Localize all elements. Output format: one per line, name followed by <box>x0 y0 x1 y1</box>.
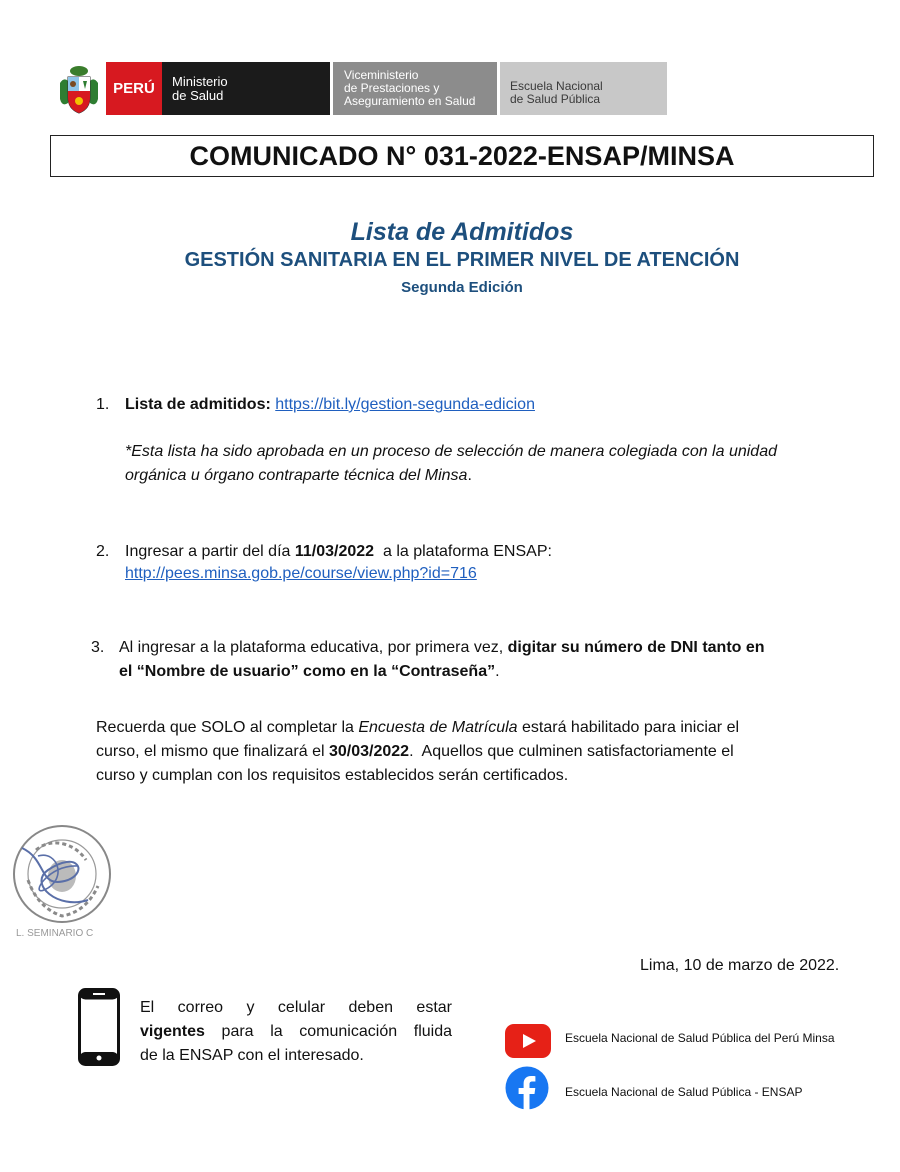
item1-label: Lista de admitidos: <box>125 396 271 413</box>
recuerda-line2-date: 30/03/2022 <box>328 743 410 760</box>
edicion-subtitle: Segunda Edición <box>401 279 523 296</box>
coat-of-arms-icon <box>56 63 102 115</box>
recuerda-paragraph <box>96 716 856 788</box>
item3-bold-a: digitar su número de DNI tanto en <box>507 639 765 656</box>
ministerio-line2: de Salud <box>172 87 224 103</box>
item2-date: 11/03/2022 <box>294 543 375 560</box>
recuerda-line3: curso y cumplan con los requisitos establecidos serán certificados. <box>96 767 569 784</box>
facebook-icon[interactable] <box>505 1066 549 1110</box>
item3-text-a: Al ingresar a la plataforma educativa, por primera vez, <box>119 639 508 656</box>
recuerda-line1-em: Encuesta de Matrícula <box>358 719 518 736</box>
ministerio-line1: Ministerio <box>172 73 228 89</box>
vice-line3: Aseguramiento en Salud <box>344 94 476 108</box>
peru-logo <box>106 62 162 115</box>
peru-label: PERÚ <box>113 80 155 97</box>
item3-number: 3. <box>91 639 105 656</box>
item2-number: 2. <box>96 543 110 560</box>
admitidos-link[interactable]: https://bit.ly/gestion-segunda-edicion <box>275 396 535 413</box>
item1-note-line1: *Esta lista ha sido aprobada en un proceso de selección de manera colegiada con la unidad <box>125 443 777 460</box>
youtube-channel[interactable]: Escuela Nacional de Salud Pública del Perú Minsa <box>565 1031 835 1045</box>
viceministerio-logo <box>333 62 497 115</box>
item1 <box>125 393 535 417</box>
lista-title: Lista de Admitidos <box>350 218 574 246</box>
contacto-line2-bold: vigentes <box>140 1023 205 1040</box>
phone-icon <box>78 988 120 1066</box>
gestion-title: GESTIÓN SANITARIA EN EL PRIMER NIVEL DE ATENCIÓN <box>184 249 740 271</box>
vice-line1: Viceministerio <box>344 68 419 82</box>
item2-text-b: a la plataforma ENSAP: <box>374 543 552 560</box>
fecha-lugar: Lima, 10 de marzo de 2022. <box>640 957 840 974</box>
ministerio-logo <box>162 62 330 115</box>
escuela-logo <box>500 62 667 115</box>
contacto-line1: El correo y celular deben estar <box>140 999 452 1016</box>
item1-note <box>125 440 885 488</box>
contacto-line3: de la ENSAP con el interesado. <box>140 1047 364 1064</box>
item3-bold-b: el “Nombre de usuario” como en la “Contraseña” <box>119 663 496 680</box>
seal-stamp-icon <box>8 820 116 942</box>
recuerda-line2-b: . Aquellos que culminen satisfactoriamente el <box>409 743 734 760</box>
contacto-paragraph <box>140 996 452 1068</box>
item1-note-end: . <box>467 467 472 484</box>
item1-note-line2: orgánica u órgano contraparte técnica del Minsa <box>125 467 468 484</box>
comunicado-title: COMUNICADO N° 031-2022-ENSAP/MINSA <box>50 135 874 177</box>
item1-number: 1. <box>96 396 110 413</box>
escuela-line1: Escuela Nacional <box>510 78 603 93</box>
youtube-icon[interactable] <box>505 1024 551 1058</box>
svg-text:L. SEMINARIO C: L. SEMINARIO C <box>16 928 94 939</box>
platform-link[interactable]: http://pees.minsa.gob.pe/course/view.php?id=716 <box>125 565 477 582</box>
item2-text-a: Ingresar a partir del día <box>125 543 295 560</box>
recuerda-line2-a: curso, el mismo que finalizará el <box>96 743 329 760</box>
recuerda-line1-b: estará habilitado para iniciar el <box>517 719 740 736</box>
recuerda-line1-a: Recuerda que SOLO al completar la <box>96 719 359 736</box>
facebook-page[interactable]: Escuela Nacional de Salud Pública - ENSAP <box>565 1085 803 1099</box>
vice-line2: de Prestaciones y <box>344 81 440 95</box>
item3-end: . <box>495 663 500 680</box>
escuela-line2: de Salud Pública <box>510 91 601 106</box>
item3 <box>119 636 864 684</box>
contacto-line2-rest: para la comunicación fluida <box>204 1023 452 1040</box>
item2 <box>125 540 552 564</box>
